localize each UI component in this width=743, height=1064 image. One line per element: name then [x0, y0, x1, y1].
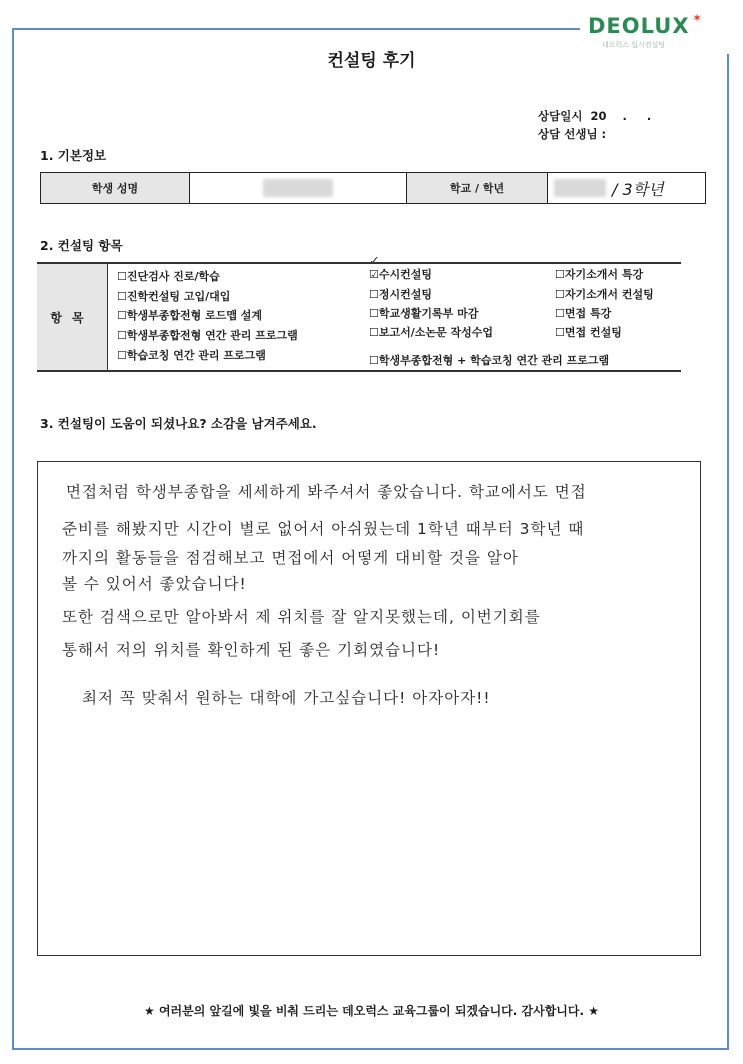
logo-star-icon: ✶	[692, 11, 703, 25]
school-grade-field[interactable]	[548, 173, 705, 203]
school-grade-label: 학교 / 학년	[407, 173, 547, 203]
option-study-coaching[interactable]: ☐학습코칭 연간 관리 프로그램	[117, 349, 266, 362]
review-line: 준비를 해봤지만 시간이 별로 없어서 아쉬웠는데 1학년 때부터 3학년 때	[62, 520, 585, 538]
counselor-label: 상담 선생님 :	[538, 127, 607, 141]
footer-message: ★ 여러분의 앞길에 빛을 비춰 드리는 데오럭스 교육그룹이 되겠습니다. 감사합니다. ★	[144, 1004, 599, 1018]
review-line: 볼 수 있어서 좋았습니다!	[62, 575, 247, 593]
review-line: 통해서 저의 위치를 확인하게 된 좋은 기회였습니다!	[62, 641, 441, 659]
review-line: 면접처럼 학생부종합을 세세하게 봐주셔서 좋았습니다. 학교에서도 면접	[66, 483, 587, 501]
page-title: 컨설팅 후기	[327, 51, 416, 71]
redacted-school	[554, 179, 606, 197]
logo-subtitle: 데오럭스 입시컨설팅	[602, 41, 666, 49]
review-line: 최저 꼭 맞춰서 원하는 대학에 가고싶습니다! 아자아자!!	[82, 689, 491, 707]
checkmark-handwritten: ✓	[369, 254, 380, 269]
option-jeongsi-consult[interactable]: ☐정시컨설팅	[369, 288, 432, 301]
basic-info-table	[40, 172, 706, 204]
review-line: 또한 검색으로만 알아봐서 제 위치를 잘 알지못했는데, 이번기회를	[62, 608, 541, 626]
option-essay-consult[interactable]: ☐자기소개서 컨설팅	[555, 288, 654, 301]
section-basic-info: 1. 기본정보	[40, 148, 107, 163]
items-header: 항목	[37, 264, 108, 370]
student-name-label: 학생 성명	[41, 173, 189, 203]
option-interview-lecture[interactable]: ☐면접 특강	[555, 307, 612, 320]
option-essay-lecture[interactable]: ☐자기소개서 특강	[555, 268, 644, 281]
grade-handwritten: / 3학년	[612, 179, 664, 199]
option-susi-consult[interactable]: ☑수시컨설팅	[369, 268, 432, 281]
redacted-name	[263, 179, 333, 197]
section-review-prompt: 3. 컨설팅이 도움이 되셨나요? 소감을 남겨주세요.	[40, 416, 317, 431]
option-roadmap[interactable]: ☐학생부종합전형 로드맵 설계	[117, 309, 263, 322]
logo-text: DEOLUX	[588, 14, 690, 38]
review-textarea[interactable]	[37, 461, 701, 956]
option-interview-consult[interactable]: ☐면접 컨설팅	[555, 326, 622, 339]
option-annual-management[interactable]: ☐학생부종합전형 연간 관리 프로그램	[117, 329, 298, 342]
consult-date-label: 상담일시 20 . .	[538, 109, 652, 123]
option-admission-consult[interactable]: ☐진학컨설팅 고입/대입	[117, 290, 231, 303]
option-combined-program[interactable]: ☐학생부종합전형 + 학습코칭 연간 관리 프로그램	[369, 354, 610, 367]
option-record-deadline[interactable]: ☐학교생활기록부 마감	[369, 307, 479, 320]
option-diagnosis[interactable]: ☐진단검사 진로/학습	[117, 270, 220, 283]
option-report-writing[interactable]: ☐보고서/소논문 작성수업	[369, 326, 493, 339]
section-consult-items: 2. 컨설팅 항목	[40, 238, 123, 253]
review-line: 까지의 활동들을 점검해보고 면접에서 어떻게 대비할 것을 알아	[62, 549, 519, 567]
student-name-field[interactable]	[190, 173, 406, 203]
